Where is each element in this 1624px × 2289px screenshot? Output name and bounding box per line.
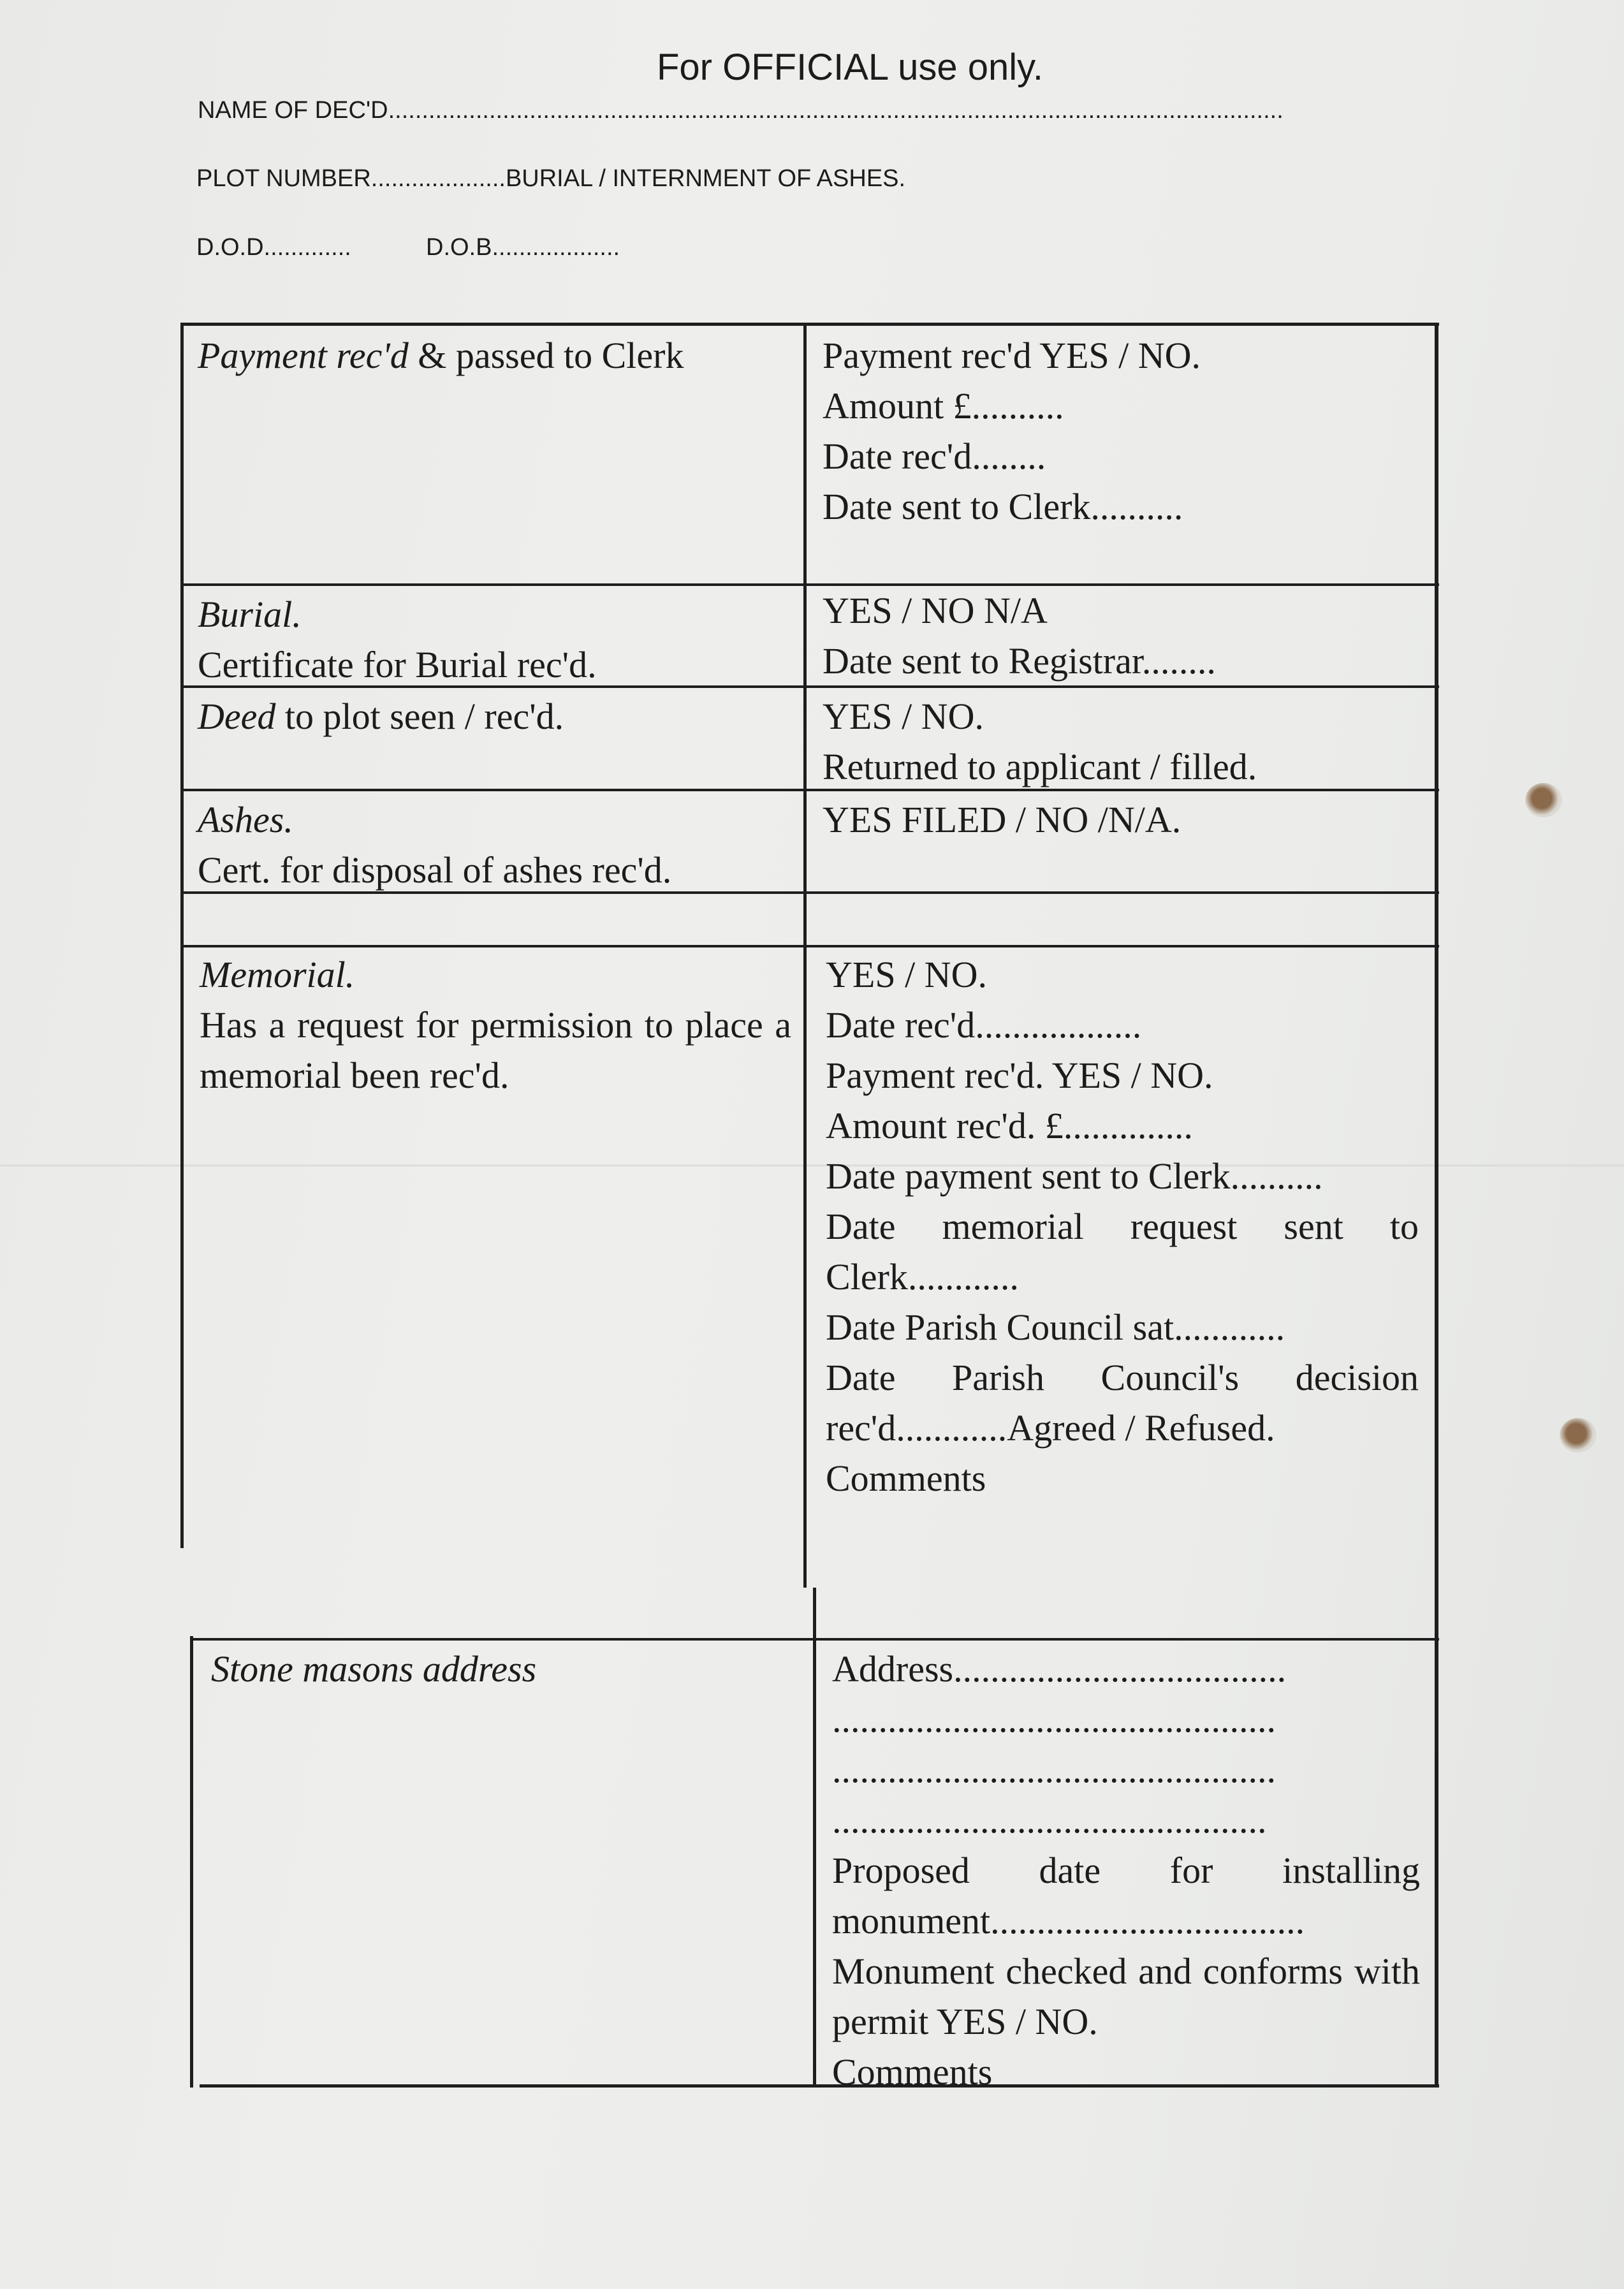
column-divider-lower: [813, 1588, 816, 2088]
form-title: For OFFICIAL use only.: [657, 47, 1043, 88]
punch-hole-top: [1525, 783, 1562, 817]
memorial-right-cell: [826, 949, 1419, 1503]
memorial-right-line-6: Date memorial request sent to Clerk............: [826, 1206, 1419, 1298]
masons-left-cell: [211, 1644, 804, 1694]
ashes-text: Cert. for disposal of ashes rec'd.: [198, 849, 672, 891]
deed-right-cell: [823, 691, 1422, 792]
memorial-text: Has a request for permission to place a memorial been rec'd.: [200, 1004, 791, 1096]
memorial-right-line-3: Payment rec'd. YES / NO.: [826, 1055, 1213, 1096]
burial-left-cell: [198, 589, 791, 690]
payment-right-line-1: Payment rec'd YES / NO.: [823, 335, 1201, 376]
punch-hole-bottom: [1560, 1418, 1597, 1452]
dob-field: D.O.B...................: [426, 234, 620, 261]
memorial-right-line-5: Date payment sent to Clerk..........: [826, 1155, 1323, 1197]
memorial-right-line-1: YES / NO.: [826, 954, 987, 995]
burial-heading: Burial.: [198, 594, 302, 635]
memorial-heading: Memorial.: [200, 954, 355, 995]
burial-internment-label: BURIAL / INTERNMENT OF ASHES.: [505, 165, 906, 192]
memorial-right-line-8: Date Parish Council's decision rec'd............Agreed / Refused.: [826, 1357, 1419, 1449]
masons-right-line-5: Proposed date for installing monument..................................: [832, 1850, 1420, 1942]
payment-right-line-4: Date sent to Clerk..........: [823, 486, 1183, 527]
memorial-right-line-2: Date rec'd..................: [826, 1004, 1142, 1046]
masons-right-line-4: ...............................................: [832, 1799, 1267, 1841]
memorial-left-cell: [200, 949, 791, 1101]
burial-text: Certificate for Burial rec'd.: [198, 644, 597, 685]
deed-right-line-1: YES / NO.: [823, 696, 984, 737]
masons-right-line-7: Comments: [832, 2051, 993, 2093]
deed-right-line-2: Returned to applicant / filled.: [823, 746, 1257, 787]
deed-left-text: to plot seen / rec'd.: [275, 696, 564, 737]
payment-right-line-2: Amount £..........: [823, 385, 1064, 427]
payment-left-italic: Payment rec'd: [198, 335, 409, 376]
column-divider-upper: [803, 323, 807, 1588]
masons-right-line-3: ................................................: [832, 1749, 1276, 1790]
burial-right-line-1: YES / NO N/A: [823, 590, 1048, 631]
ashes-left-cell: [198, 794, 791, 895]
dod-field: D.O.D.............: [196, 234, 351, 261]
row-divider-5: [180, 945, 1439, 947]
deed-left-cell: [198, 691, 791, 742]
ashes-heading: Ashes.: [198, 799, 293, 840]
ashes-right-cell: [823, 794, 1422, 845]
masons-heading: Stone masons address: [211, 1648, 537, 1690]
ashes-right-line-1: YES FILED / NO /N/A.: [823, 799, 1181, 840]
masons-right-cell: [832, 1644, 1420, 2097]
payment-right-line-3: Date rec'd........: [823, 435, 1046, 477]
official-form-table: [180, 323, 1439, 2093]
deed-left-italic: Deed: [198, 696, 276, 737]
payment-left-text: & passed to Clerk: [408, 335, 684, 376]
burial-right-cell: [823, 585, 1422, 686]
memorial-right-line-4: Amount rec'd. £..............: [826, 1105, 1193, 1146]
table-border-left-upper: [180, 323, 184, 1548]
memorial-right-line-9: Comments: [826, 1458, 986, 1499]
row-divider-6: [190, 1638, 1439, 1641]
plot-number-label: PLOT NUMBER....................: [196, 165, 506, 192]
masons-right-line-2: ................................................: [832, 1699, 1276, 1740]
masons-right-line-1: Address....................................: [832, 1648, 1287, 1690]
table-border-top: [180, 323, 1439, 326]
payment-left-cell: [198, 330, 791, 381]
memorial-right-line-7: Date Parish Council sat............: [826, 1306, 1285, 1348]
name-of-deceased-field: NAME OF DEC'D.....................................................................................................................................: [198, 97, 1284, 124]
plot-number-field: [196, 165, 905, 193]
masons-right-line-6: Monument checked and conforms with permit YES / NO.: [832, 1950, 1420, 2042]
table-border-right: [1435, 323, 1438, 2088]
burial-right-line-2: Date sent to Registrar........: [823, 640, 1216, 682]
table-border-left-lower: [190, 1636, 193, 2088]
payment-right-cell: [823, 330, 1422, 532]
